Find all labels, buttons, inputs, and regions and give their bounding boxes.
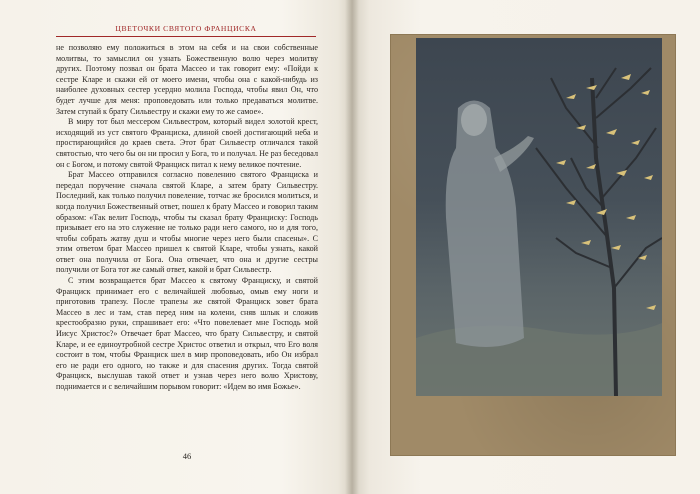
running-head: ЦВЕТОЧКИ СВЯТОГО ФРАНЦИСКА [115,24,257,33]
painting-svg [416,38,662,396]
book-gutter [345,0,359,494]
illustration-saint-francis-preaching-to-birds [416,38,662,396]
paragraph: Брат Массео отправился согласно повелению святого Франциска и передал поручение сначала святой Кларе, а затем брату Сильвестру. Последний, как только получил повеление, тотчас же бросился молиться, и когда получил Божественный ответ, пошел к брату Массео и говорил таким образом: «Так велит Господь, чтобы ты сказал брату Франциску: Господь призывает его на это служение не только ради него самого, но и для того, чтобы собрать жатву душ и чтобы многие через него были спасены». С этим ответом брат Массео пришел к святой Кларе, чтобы узнать, какой ответ она получила от Бога. Она отвечает, что она и другие сестры получили от Бога тот же самый ответ, какой и брат Сильвестр. [56,170,318,275]
paragraph: С этим возвращается брат Массео к святому Франциску, и святой Франциск принимает его с величайшей любовью, омыв ему ноги и приготовив трапезу. После трапезы же святой Франциск зовет брата Массео в лес и там, став перед ним на колени, сняв шлык и сложив крестообразно руки, спрашивает его: «Что повелевает мне Господь мой Иисус Христос?» Отвечает брат Массео, что брату Сильвестру, и святой Кларе, и ее единоутробной сестре Христос ответил и открыл, что Его воля состоит в том, чтобы Франциск шел в мир проповедовать, ибо Он избрал его не ради его одного, но также и для спасения других. Тогда святой Франциск, выслушав такой ответ и узнав через него волю Христову, поднимается и с величайшим порывом говорит: «Идем во имя Божье». [56,276,318,391]
body-text [56,43,318,393]
ground-shape [416,323,662,396]
page-number: 46 [182,451,192,461]
saint-figure [446,101,534,348]
paragraph: В миру тот был мессером Сильвестром, который видел золотой крест, исходящий из уст святого Франциска, длиной своей достигающий неба и простирающийся до краев света. Этот брат Сильвестр отличался такой святостью, что чего бы он ни просил у Бога, то и получал. Не раз беседовал он с Богом, и потому святой Франциск питал к нему великое почтение. [56,117,318,169]
running-head-rule [56,36,316,37]
paragraph: не позволяю ему положиться в этом на себя и на свои собственные молитвы, то замыслил он узнать Божественную волю через молитву других. Поэтому позвал он брата Массео и так говорит ему: «Пойди к сестре Кларе и скажи ей от моего имени, чтобы она с какой-нибудь из наиболее духовных сестер усердно молила Господа, чтобы явил Он, что будет лучше для меня: проповедовать или только предаваться молитве. Затем ступай к брату Сильвестру и скажи ему то же самое». [56,43,318,116]
